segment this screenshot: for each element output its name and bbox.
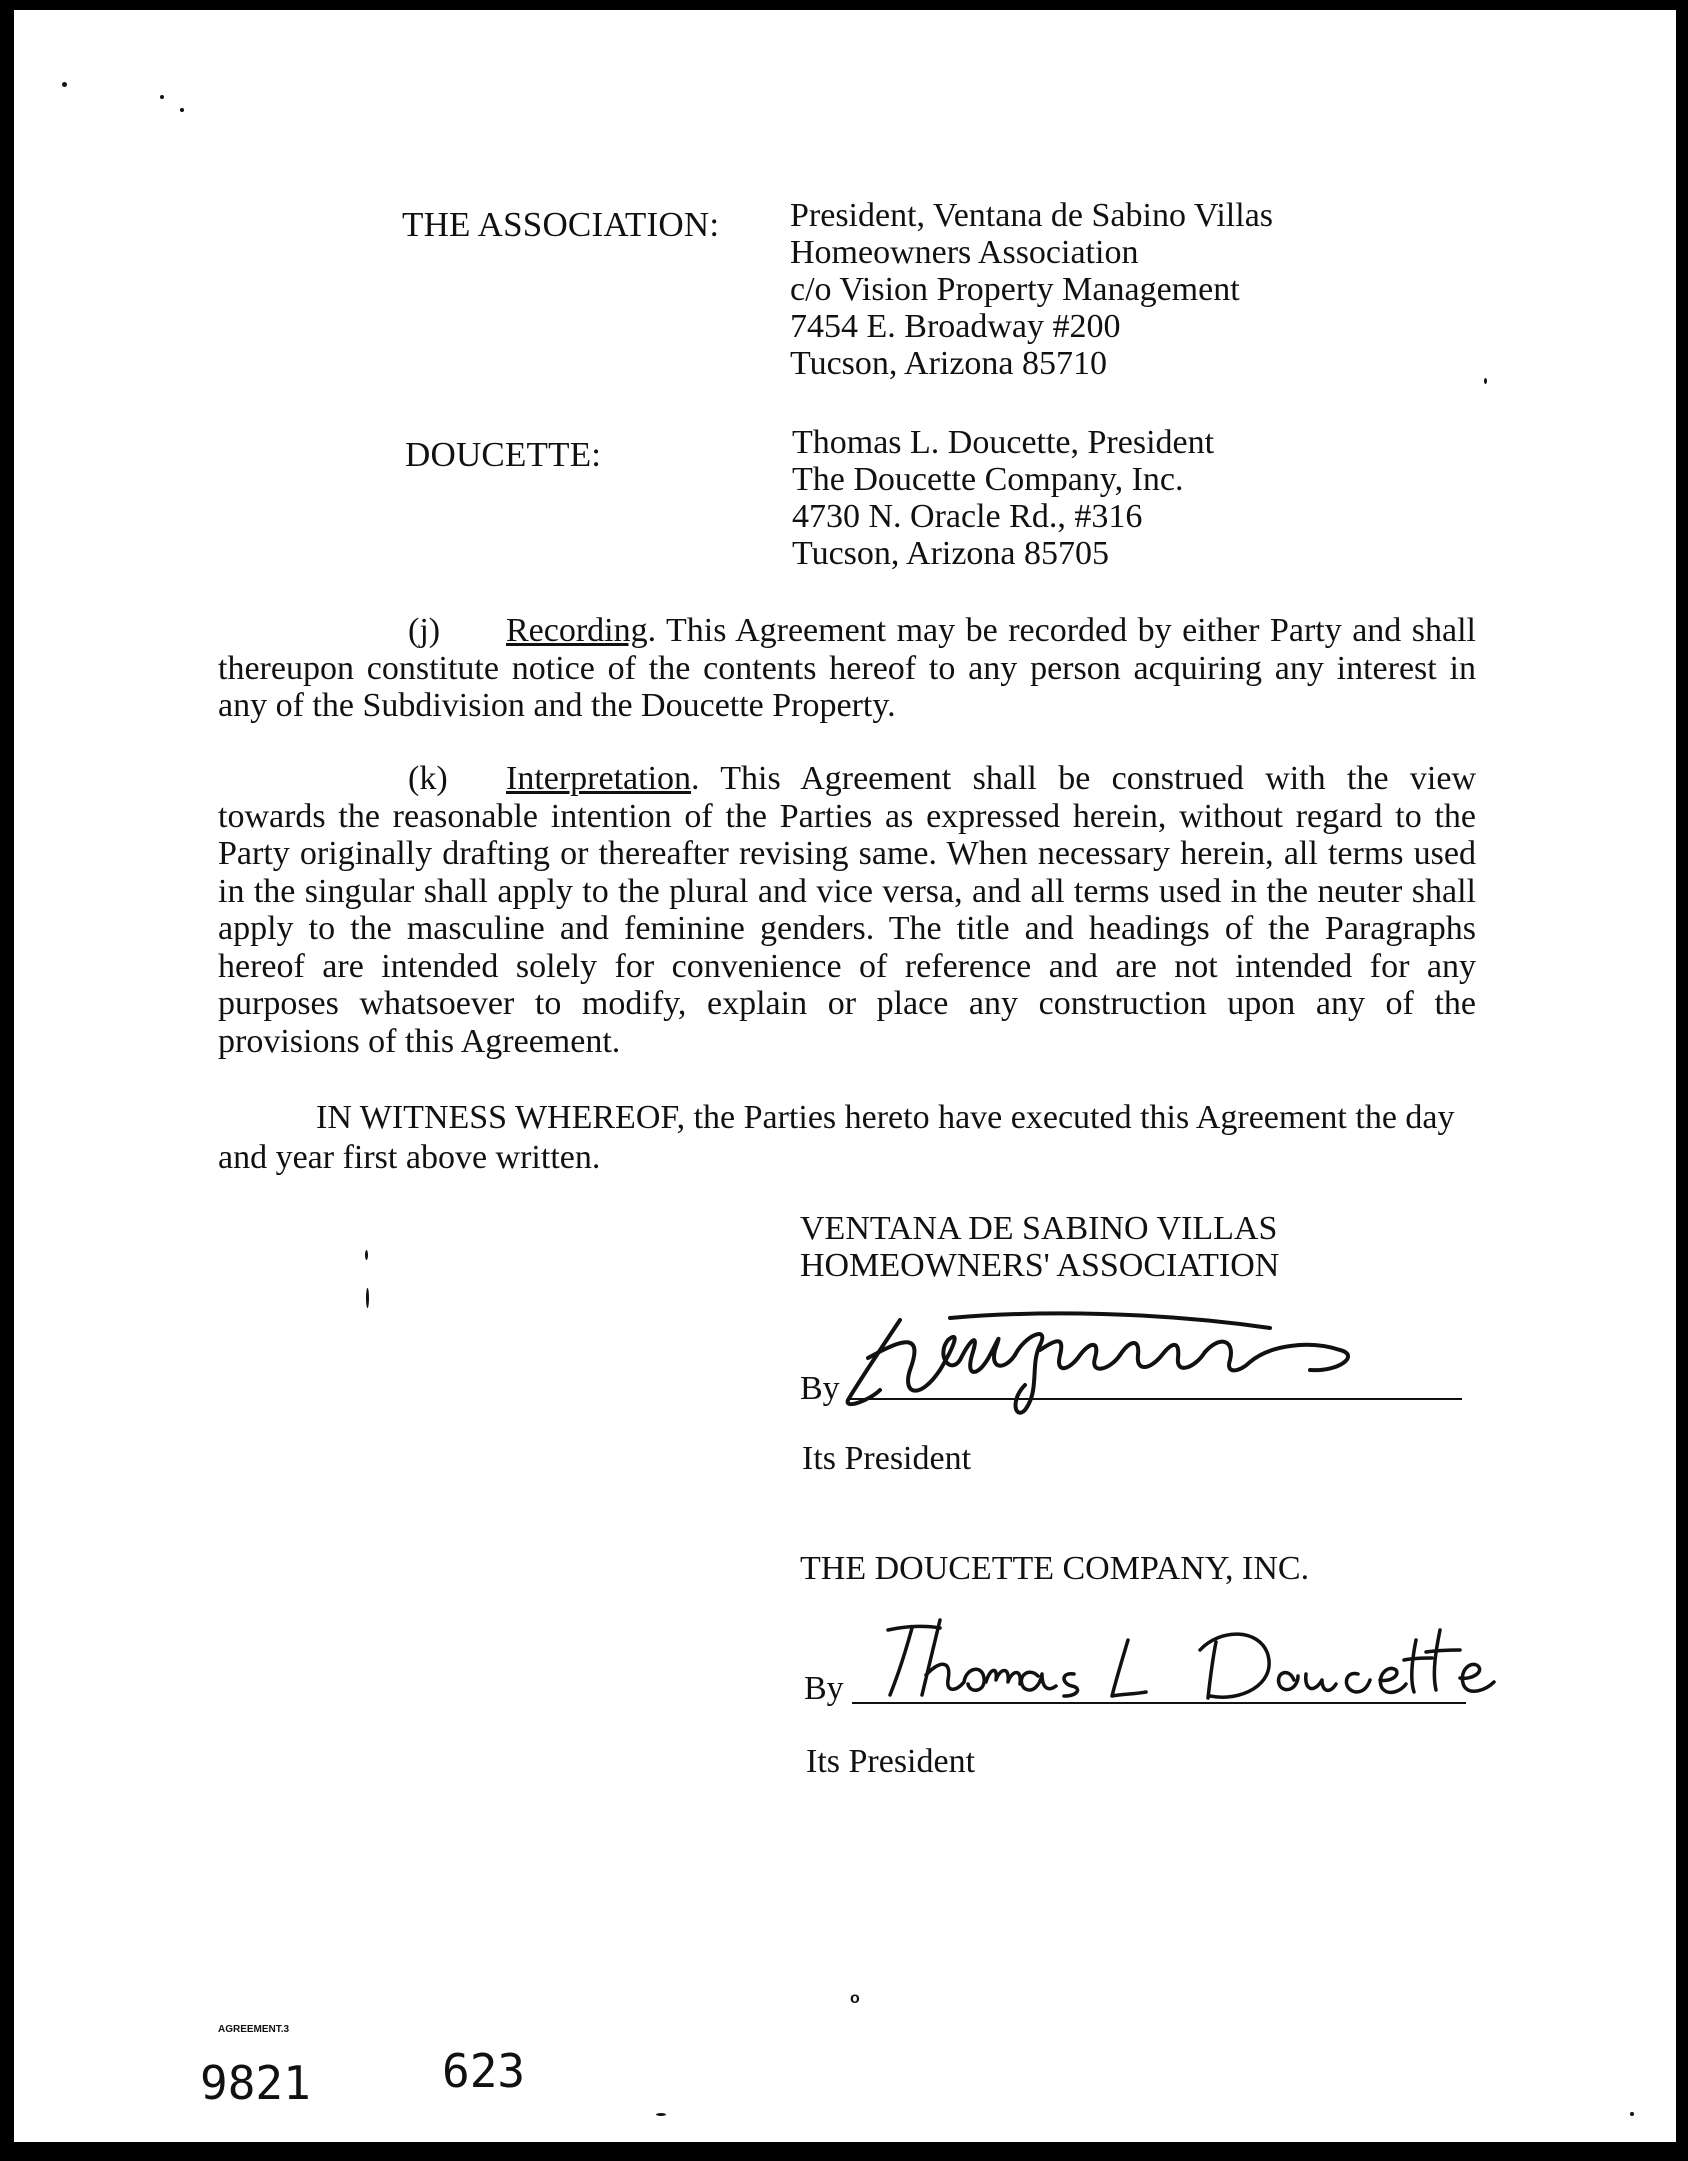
scan-border-left bbox=[0, 0, 14, 2161]
interpretation-paragraph bbox=[218, 760, 1476, 1060]
address-line: 7454 E. Broadway #200 bbox=[790, 308, 1121, 345]
scan-speck bbox=[365, 1250, 368, 1260]
address-line: 4730 N. Oracle Rd., #316 bbox=[792, 498, 1143, 535]
section-marker: (j) bbox=[408, 612, 441, 649]
signatory-name-line: HOMEOWNERS' ASSOCIATION bbox=[800, 1247, 1280, 1284]
document-code-label: AGREEMENT.3 bbox=[218, 2024, 290, 2035]
scan-speck bbox=[1484, 378, 1487, 384]
address-line: Homeowners Association bbox=[790, 234, 1139, 271]
scan-speck bbox=[160, 95, 164, 99]
address-line: President, Ventana de Sabino Villas bbox=[790, 197, 1274, 234]
association-signatory-title: Its President bbox=[802, 1440, 972, 1477]
section-marker: (k) bbox=[408, 760, 448, 797]
association-label: THE ASSOCIATION: bbox=[402, 205, 720, 244]
address-line: Tucson, Arizona 85710 bbox=[790, 345, 1108, 382]
section-heading: Interpretation bbox=[506, 760, 692, 797]
scan-border-bottom bbox=[0, 2142, 1688, 2161]
witness-text: IN WITNESS WHEREOF, the Parties hereto have executed this Agreement the day and year first above written. bbox=[218, 1099, 1455, 1176]
address-line: Tucson, Arizona 85705 bbox=[792, 535, 1110, 572]
scan-speck bbox=[62, 82, 67, 87]
address-line: The Doucette Company, Inc. bbox=[792, 461, 1184, 498]
scan-border-right bbox=[1676, 0, 1688, 2161]
section-text: . This Agreement may be recorded by either Party and shall thereupon constitute notice of the contents hereof to any person acquiring any interest in any of the Subdivision and the Doucette Property. bbox=[218, 612, 1476, 724]
doucette-signature bbox=[860, 1600, 1500, 1710]
signatory-name-line: THE DOUCETTE COMPANY, INC. bbox=[800, 1550, 1310, 1587]
scan-border-top bbox=[0, 0, 1688, 10]
doucette-label: DOUCETTE: bbox=[405, 435, 602, 474]
address-line: Thomas L. Doucette, President bbox=[792, 424, 1215, 461]
association-signature bbox=[840, 1300, 1400, 1420]
page-number-right: 623 bbox=[442, 2044, 526, 2098]
doucette-signatory-title: Its President bbox=[806, 1743, 976, 1780]
witness-clause bbox=[218, 1098, 1476, 1178]
doucette-by-label: By bbox=[804, 1670, 844, 1707]
page-number-left: 9821 bbox=[200, 2056, 311, 2110]
scan-speck bbox=[180, 108, 184, 112]
section-text: . This Agreement shall be construed with the view towards the reasonable intention of the Parties as expressed herein, without regard to the Party originally drafting or thereafter revising same. When necessary herein, all terms used in the singular shall apply to the plural and vice versa, and all terms used in the neuter shall apply to the masculine and feminine genders. The title and headings of the Paragraphs hereof are intended solely for convenience of reference and are not intended for any purposes whatsoever to modify, explain or place any construction upon any of the provisions of this Agreement. bbox=[218, 760, 1476, 1060]
center-mark: o bbox=[850, 1990, 860, 2007]
doucette-address bbox=[792, 424, 1214, 572]
scan-speck bbox=[1630, 2112, 1634, 2116]
association-signatory-name bbox=[800, 1210, 1279, 1284]
scan-speck bbox=[366, 1288, 369, 1308]
signatory-name-line: VENTANA DE SABINO VILLAS bbox=[800, 1210, 1278, 1247]
doucette-signatory-name bbox=[800, 1550, 1309, 1587]
scan-speck bbox=[656, 2113, 666, 2116]
association-address bbox=[790, 197, 1273, 382]
address-line: c/o Vision Property Management bbox=[790, 271, 1240, 308]
association-by-label: By bbox=[800, 1370, 840, 1407]
recording-paragraph bbox=[218, 612, 1476, 725]
section-heading: Recording bbox=[506, 612, 648, 649]
